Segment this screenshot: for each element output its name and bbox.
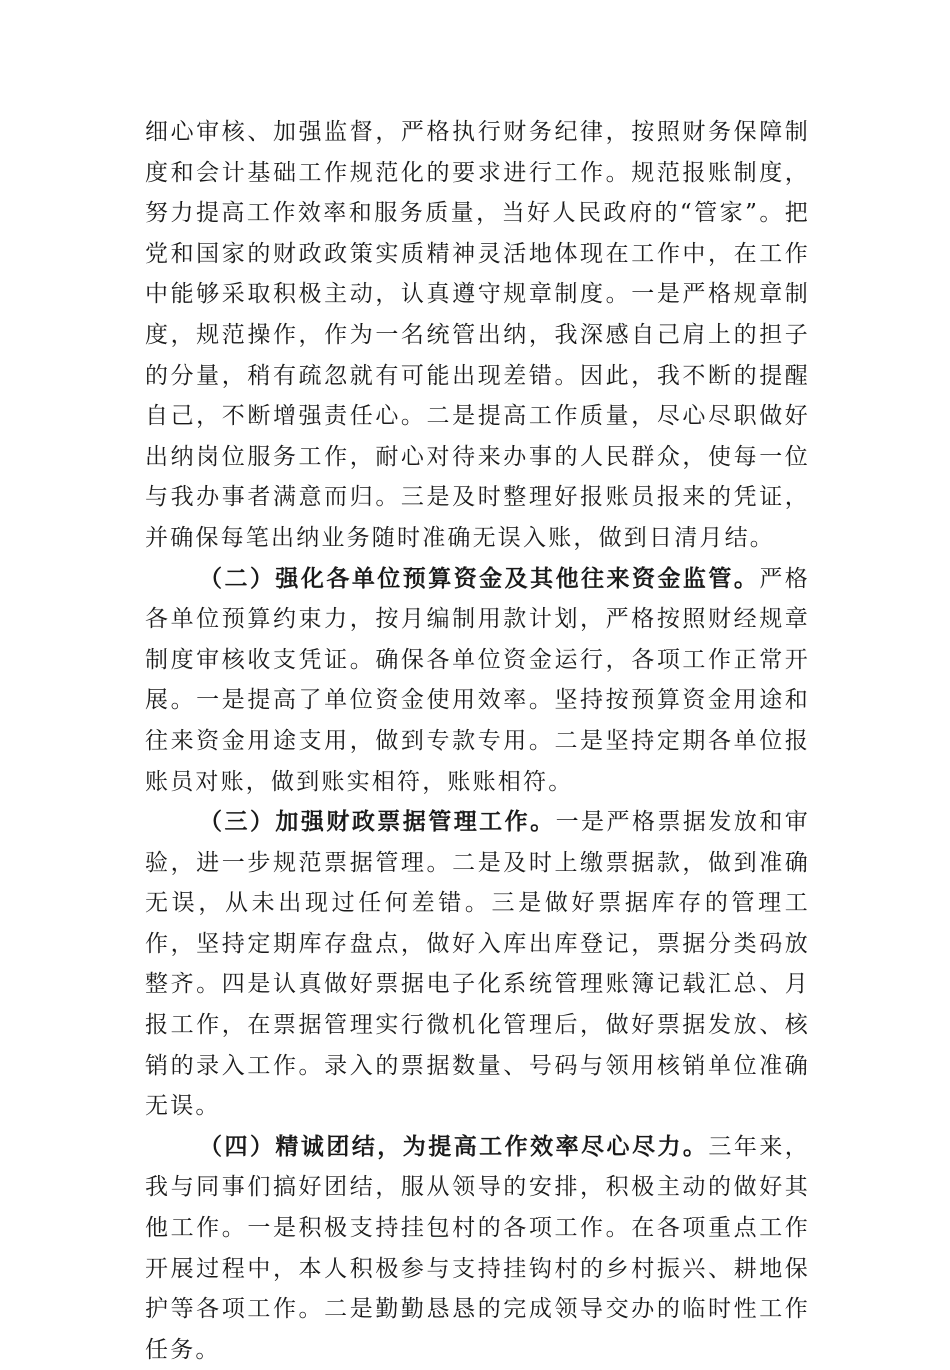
paragraph-text: 一是严格票据发放和审验，进一步规范票据管理。二是及时上缴票据款，做到准确无误，从未出现过任何差错。三是做好票据库存的管理工作，坚持定期库存盘点，做好入库出库登记，票据分类码放整齐。四是认真做好票据电子化系统管理账簿记载汇总、月报工作，在票据管理实行微机化管理后，做好票据发放、核销的录入工作。录入的票据数量、号码与领用核销单位准确无误。 xyxy=(145,809,810,1120)
document-body xyxy=(145,112,810,1370)
section-heading: （三）加强财政票据管理工作。 xyxy=(199,808,556,836)
paragraph-text: 三年来，我与同事们搞好团结，服从领导的安排，积极主动的做好其他工作。一是积极支持挂包村的各项工作。在各项重点工作开展过程中，本人积极参与支持挂钩村的乡村振兴、耕地保护等各项工作。二是勤勤恳恳的完成领导交办的临时性工作任务。 xyxy=(145,1133,810,1363)
paragraph-text: 细心审核、加强监督，严格执行财务纪律，按照财务保障制度和会计基础工作规范化的要求进行工作。规范报账制度，努力提高工作效率和服务质量，当好人民政府的“管家”。把党和国家的财政政策实质精神灵活地体现在工作中，在工作中能够采取积极主动，认真遵守规章制度。一是严格规章制度，规范操作，作为一名统管出纳，我深感自己肩上的担子的分量，稍有疏忽就有可能出现差错。因此，我不断的提醒自己，不断增强责任心。二是提高工作质量，尽心尽职做好出纳岗位服务工作，耐心对待来办事的人民群众，使每一位与我办事者满意而归。三是及时整理好报账员报来的凭证，并确保每笔出纳业务随时准确无误入账，做到日清月结。 xyxy=(145,119,810,551)
section-heading: （四）精诚团结，为提高工作效率尽心尽力。 xyxy=(199,1132,709,1160)
paragraph-continuation xyxy=(145,112,810,559)
paragraph-section-4 xyxy=(145,1127,810,1370)
paragraph-text: 严格各单位预算约束力，按月编制用款计划，严格按照财经规章制度审核收支凭证。确保各单位资金运行，各项工作正常开展。一是提高了单位资金使用效率。坚持按预算资金用途和往来资金用途支用，做到专款专用。二是坚持定期各单位报账员对账，做到账实相符，账账相符。 xyxy=(145,565,810,795)
paragraph-section-2 xyxy=(145,559,810,803)
section-heading: （二）强化各单位预算资金及其他往来资金监管。 xyxy=(199,564,760,592)
paragraph-section-3 xyxy=(145,802,810,1127)
